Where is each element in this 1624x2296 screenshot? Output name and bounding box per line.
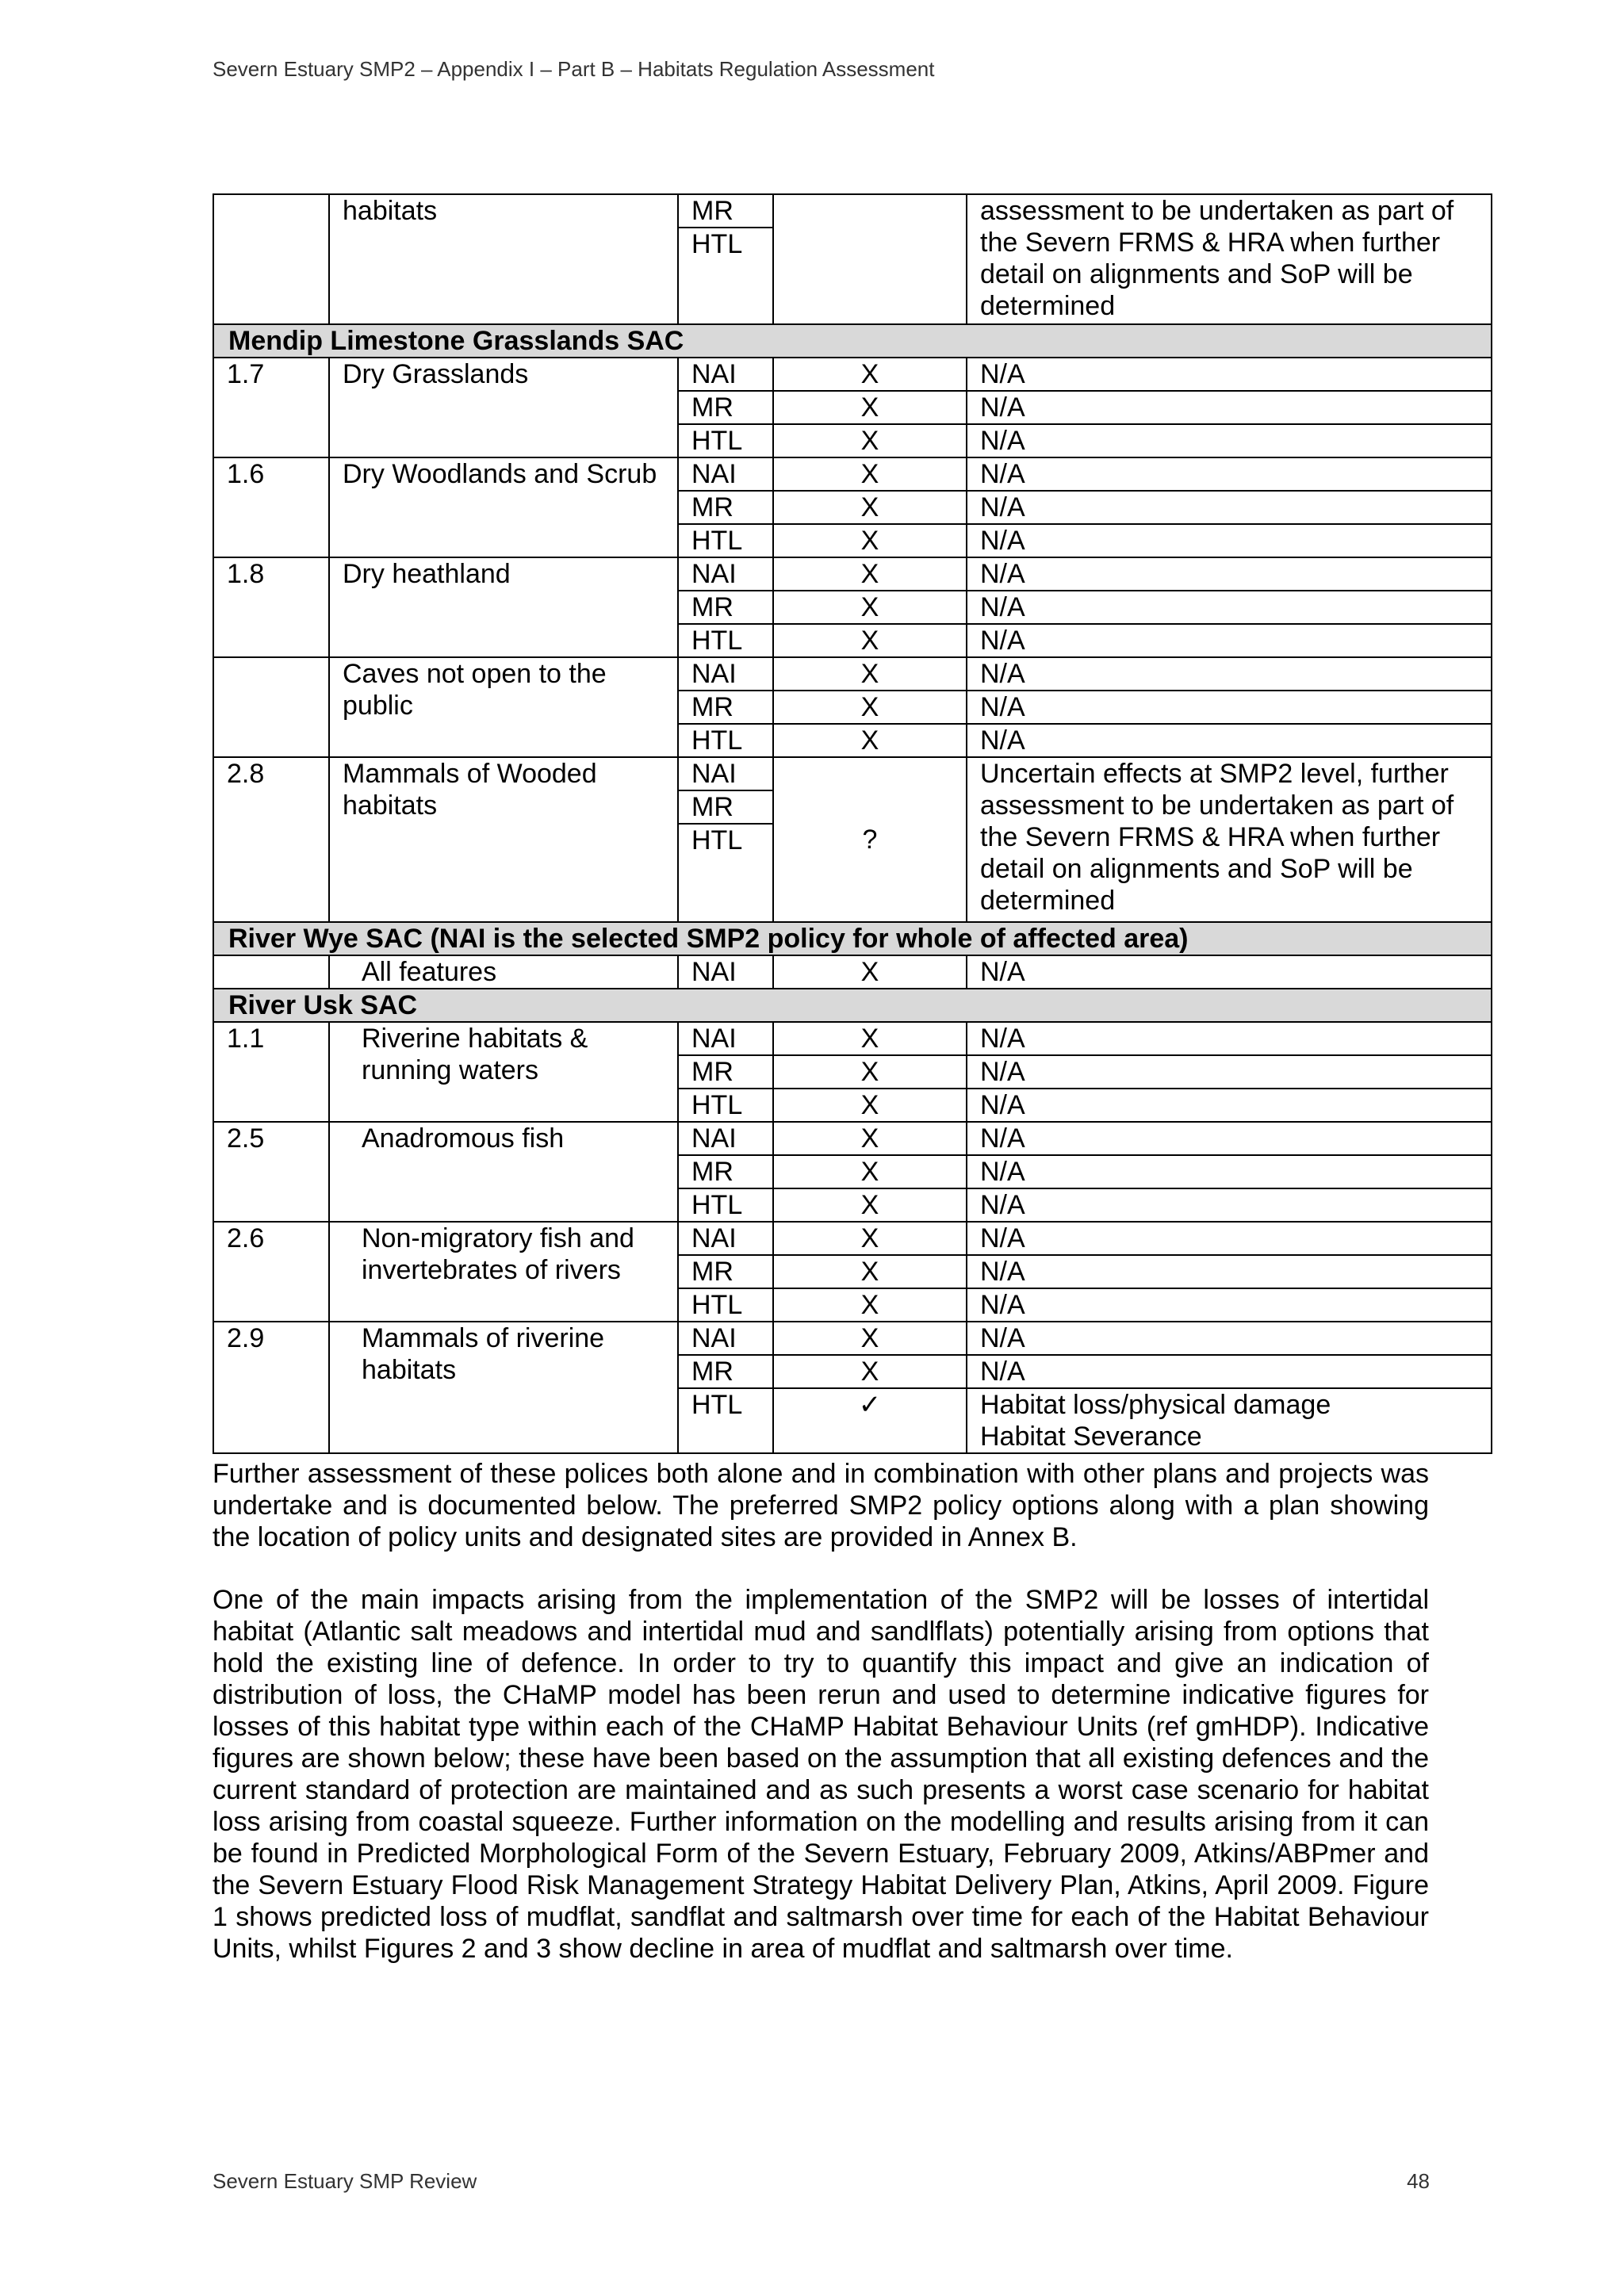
effect-cell: N/A [967,1122,1492,1155]
mark-cell: X [773,1355,967,1388]
effect-line: Habitat Severance [980,1422,1202,1452]
mark-cell: X [773,391,967,424]
code-cell: 1.1 [213,1022,329,1122]
policy-cell: NAI [678,657,773,691]
code-cell: 2.5 [213,1122,329,1222]
policy-cell: HTL [678,724,773,757]
code-cell [213,194,329,324]
mark-cell: X [773,358,967,391]
effect-cell: N/A [967,457,1492,491]
code-cell: 2.6 [213,1222,329,1322]
table-row [213,457,1492,491]
mark-cell: X [773,1222,967,1255]
table-row [213,1222,1492,1255]
feature-cell: Dry heathland [329,557,678,657]
effect-cell: N/A [967,691,1492,724]
policy-cell: NAI [678,1322,773,1355]
policy-cell: HTL [678,624,773,657]
table-row [213,557,1492,591]
mark-cell: X [773,491,967,524]
mark-cell: X [773,591,967,624]
policy-cell: MR [678,1255,773,1288]
effect-cell: N/A [967,1222,1492,1255]
section-header [213,922,1492,955]
mark-cell: X [773,457,967,491]
effect-cell: N/A [967,524,1492,557]
policy-cell: NAI [678,1022,773,1055]
policy-cell: NAI [678,757,773,790]
body-paragraph: Further assessment of these polices both alone and in combination with other plans and projects was undertake and is documented below. The preferred SMP2 policy options along with a plan showing the location of policy units and designated sites are provided in Annex B. [213,1459,1429,1552]
effect-cell: Uncertain effects at SMP2 level, further assessment to be undertaken as part of the Severn FRMS & HRA when further detail on alignments and SoP will be determined [967,757,1492,922]
code-cell: 1.6 [213,457,329,557]
mark-cell: X [773,524,967,557]
policy-cell: MR [678,194,773,228]
footer-title: Severn Estuary SMP Review [213,2169,477,2193]
policy-cell: NAI [678,358,773,391]
effect-cell: N/A [967,1255,1492,1288]
feature-cell: Non-migratory fish and invertebrates of rivers [329,1222,678,1322]
policy-cell: HTL [678,424,773,457]
feature-cell: Dry Woodlands and Scrub [329,457,678,557]
mark-cell: X [773,424,967,457]
policy-cell: HTL [678,1388,773,1453]
policy-cell: MR [678,391,773,424]
effect-cell: N/A [967,424,1492,457]
feature-cell: All features [329,955,678,989]
policy-cell: HTL [678,1188,773,1222]
mark-cell [773,194,967,324]
effect-cell: N/A [967,391,1492,424]
body-paragraph: One of the main impacts arising from the implementation of the SMP2 will be losses of intertidal habitat (Atlantic salt meadows and intertidal mud and sandlflats) potentially arising from options that hold the existing line of defence. In order to try to quantify this impact and give an indication of distribution of loss, the CHaMP model has been rerun and used to determine indicative figures for losses of this habitat type within each of the CHaMP Habitat Behaviour Units (ref gmHDP). Indicative figures are shown below; these have been based on the assumption that all existing defences and the current standard of protection are maintained and as such presents a worst case scenario for habitat loss arising from coastal squeeze. Further information on the modelling and results arising from it can be found in Predicted Morphological Form of the Severn Estuary, February 2009, Atkins/ABPmer and the Severn Estuary Flood Risk Management Strategy Habitat Delivery Plan, Atkins, April 2009. Figure 1 shows predicted loss of mudflat, sandflat and saltmarsh over time for each of the Habitat Behaviour Units, whilst Figures 2 and 3 show decline in area of mudflat and saltmarsh over time. [213,1585,1429,1964]
policy-cell: HTL [678,228,773,324]
section-title: River Wye SAC (NAI is the selected SMP2 policy for whole of affected area) [213,922,1492,955]
effect-cell: N/A [967,1322,1492,1355]
policy-cell: MR [678,691,773,724]
mark-cell: X [773,1122,967,1155]
mark-cell: X [773,1288,967,1322]
effect-cell: N/A [967,624,1492,657]
policy-cell: NAI [678,1222,773,1255]
table-row [213,1322,1492,1355]
policy-cell: NAI [678,557,773,591]
feature-cell: habitats [329,194,678,324]
section-header [213,324,1492,358]
effect-line: Habitat loss/physical damage [980,1390,1331,1420]
effect-cell: N/A [967,1355,1492,1388]
table-row [213,194,1492,228]
section-title: Mendip Limestone Grasslands SAC [213,324,1492,358]
effect-cell: N/A [967,591,1492,624]
feature-cell: Dry Grasslands [329,358,678,457]
feature-cell: Riverine habitats & running waters [329,1022,678,1122]
check-mark-icon: ✓ [773,1388,967,1453]
effect-cell: assessment to be undertaken as part of the Severn FRMS & HRA when further detail on alignments and SoP will be determined [967,194,1492,324]
effect-cell [967,1388,1492,1453]
effect-cell: N/A [967,1022,1492,1055]
policy-cell: MR [678,491,773,524]
policy-cell: MR [678,1155,773,1188]
feature-cell: Anadromous fish [329,1122,678,1222]
policy-cell: MR [678,1055,773,1089]
hra-table [213,193,1492,1454]
effect-cell: N/A [967,657,1492,691]
feature-cell: Caves not open to the public [329,657,678,757]
policy-cell: HTL [678,824,773,922]
code-cell [213,955,329,989]
mark-cell: X [773,657,967,691]
policy-cell: NAI [678,955,773,989]
code-cell: 2.9 [213,1322,329,1453]
table-row [213,1022,1492,1055]
feature-cell: Mammals of riverine habitats [329,1322,678,1453]
code-cell [213,657,329,757]
mark-cell: X [773,1089,967,1122]
page-number: 48 [1407,2169,1430,2193]
feature-cell: Mammals of Wooded habitats [329,757,678,922]
effect-cell: N/A [967,1188,1492,1222]
table-row [213,1122,1492,1155]
policy-cell: MR [678,1355,773,1388]
policy-cell: HTL [678,1288,773,1322]
mark-cell: X [773,557,967,591]
effect-cell: N/A [967,955,1492,989]
mark-cell: X [773,1055,967,1089]
table-row [213,358,1492,391]
effect-cell: N/A [967,557,1492,591]
section-title: River Usk SAC [213,989,1492,1022]
section-header [213,989,1492,1022]
policy-cell: NAI [678,457,773,491]
mark-cell: X [773,624,967,657]
effect-cell: N/A [967,1288,1492,1322]
mark-cell: X [773,955,967,989]
code-cell: 2.8 [213,757,329,922]
mark-cell: X [773,1022,967,1055]
mark-cell: ? [773,757,967,922]
effect-cell: N/A [967,358,1492,391]
effect-cell: N/A [967,491,1492,524]
code-cell: 1.8 [213,557,329,657]
policy-cell: MR [678,591,773,624]
effect-cell: N/A [967,1055,1492,1089]
table-row [213,757,1492,790]
mark-cell: X [773,1322,967,1355]
effect-cell: N/A [967,1089,1492,1122]
running-header: Severn Estuary SMP2 – Appendix I – Part B – Habitats Regulation Assessment [213,57,935,81]
policy-cell: NAI [678,1122,773,1155]
mark-cell: X [773,724,967,757]
policy-cell: HTL [678,1089,773,1122]
mark-cell: X [773,1188,967,1222]
mark-cell: X [773,691,967,724]
effect-cell: N/A [967,724,1492,757]
table-row [213,955,1492,989]
code-cell: 1.7 [213,358,329,457]
mark-cell: X [773,1155,967,1188]
policy-cell: MR [678,790,773,824]
policy-cell: HTL [678,524,773,557]
table-row [213,657,1492,691]
effect-cell: N/A [967,1155,1492,1188]
mark-cell: X [773,1255,967,1288]
